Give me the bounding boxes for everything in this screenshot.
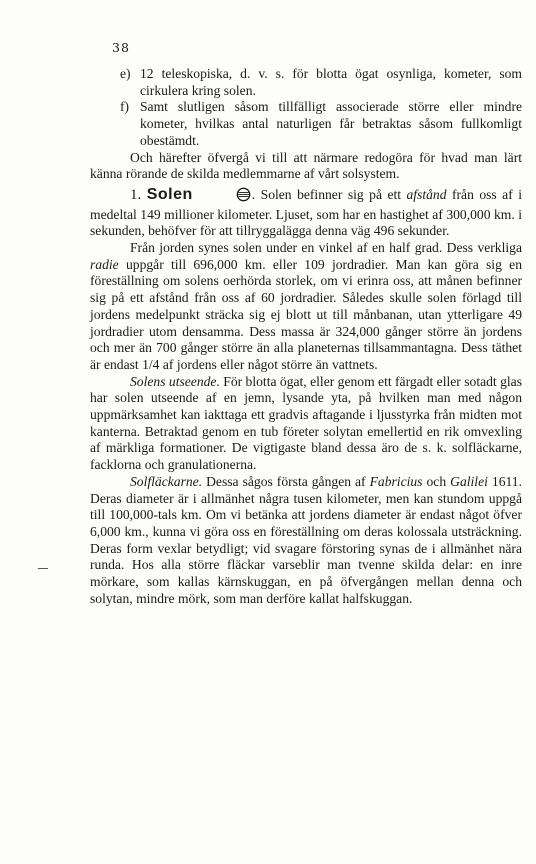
list-item-text: 12 teleskopiska, d. v. s. för blotta ögat osynliga, kometer, som cirkulera kring solen. xyxy=(140,66,522,98)
paragraph-text: och xyxy=(422,473,451,489)
margin-mark xyxy=(38,568,48,569)
section-text: . Solen befinner sig på ett xyxy=(251,186,407,202)
paragraph-text: uppgår till 696,000 km. eller 109 jordradier. Man kan göra sig en föreställning om solens oerhörda storlek, om vi erinra oss, att månen befinner sig på ett afstånd från oss af 60 jordradier. Således skulle solen förlagd till jordens medelpunkt sträcka sig ej blott ut till månbanan, utan ytterligare 49 jordradier utom densamma. Dess massa är 324,000 gånger större än jordens och mer än 700 gånger större än alla planeternas tillsammantagna. Dess täthet är endast xyxy=(90,256,522,372)
emphasis-radie: radie xyxy=(90,256,119,272)
name-galilei: Galilei xyxy=(450,473,488,489)
subheading-solens-utseende: Solens utseende. xyxy=(130,373,220,389)
fraction: 1/4 xyxy=(142,356,160,372)
paragraph-text: 1611. Deras diameter är i allmänhet några tusen kilometer, men kan stundom uppgå till 100,000-tals km. Om vi betänka att jordens diameter är endast något öfver 6,000 km., kunna vi göra oss en föreställning om deras kolossala utsträckning. Deras form vexlar betydligt; vid svagare förstoring synas de i allmänhet nära runda. Hos alla större fläckar varseblir man tvenne skilda delar: en inre mörkare, som kallas kärnskuggan, en på öfvergången mellan denna och solytan, mindre mörk, som man derföre kallat halfskuggan. xyxy=(90,473,522,606)
paragraph-text: Från jorden synes solen under en vinkel af en half grad. Dess verkliga xyxy=(130,240,522,256)
list-item-text: Samt slutligen såsom tillfälligt associerade större eller mindre kometer, hvilkas antal naturligen får betraktas såsom fullkomligt obestämdt. xyxy=(140,99,522,148)
page-number: 38 xyxy=(112,40,130,55)
paragraph-text: För blotta ögat, eller genom ett färgadt eller sotadt glas har solen utseende af en jemn, lysande yta, på hvilken man med någon uppmärksamhet kan iakttaga ett gradvis aftagande i ljusstyrka från midten mot kanterna. Betraktad genom en tub företer solytan emellertid en rik omvexling af märkliga formationer. De vigtigaste bland dessa äro de s. k. solfläckarne, facklorna och granulationerna. xyxy=(90,373,522,473)
paragraph-text: af jordens eller något större än vattnets. xyxy=(159,356,378,372)
section-title: Solen xyxy=(146,185,193,203)
paragraph-radie xyxy=(90,240,522,374)
list-item-f xyxy=(120,99,522,149)
list-marker: e) xyxy=(120,66,131,81)
list-marker: f) xyxy=(120,99,130,115)
section-text: från oss af i medeltal 149 millioner kilometer. Ljuset, som har en hastighet af 300,000 km. i sekunden, behöfver för att tillryggalägga denna väg 496 sekunder. xyxy=(90,186,522,239)
sun-symbol-icon xyxy=(196,187,251,207)
paragraph-solflackarne xyxy=(90,474,522,608)
paragraph-text: Dessa sågos första gången af xyxy=(202,473,370,489)
name-fabricius: Fabricius xyxy=(369,473,423,489)
emphasis-afstand: afstånd xyxy=(406,186,447,202)
list-item-e xyxy=(120,66,522,99)
paragraph-solens-utseende xyxy=(90,374,522,474)
section-number: 1. xyxy=(130,186,142,203)
section-paragraph-solen xyxy=(90,187,522,240)
subheading-solflackarne: Solfläckarne. xyxy=(130,473,203,489)
page-body xyxy=(90,66,522,608)
intro-paragraph: Och härefter öfvergå vi till att närmare redogöra för hvad man lärt känna rörande de skilda medlemmarne af vårt solsystem. xyxy=(90,149,522,182)
